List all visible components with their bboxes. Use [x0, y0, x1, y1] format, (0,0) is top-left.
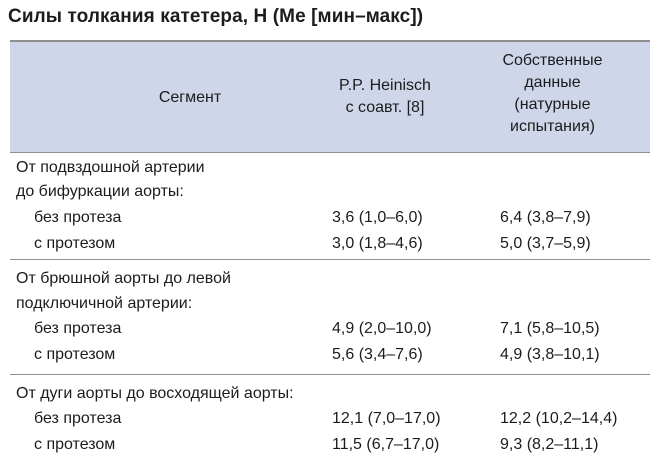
cell-heinisch: 12,1 (7,0–17,0) [332, 410, 441, 427]
header-heinisch-line: с соавт. [8] [345, 99, 425, 116]
header-heinisch [310, 75, 460, 119]
header-own-line: Собственные [502, 52, 603, 69]
table-row [10, 207, 650, 229]
table-row [10, 233, 650, 255]
cell-own: 5,0 (3,7–5,9) [500, 235, 591, 252]
cell-heinisch: 4,9 (2,0–10,0) [332, 320, 432, 337]
table-title: Силы толкания катетера, Н (Ме [мин–макс]) [8, 6, 424, 27]
cell-heinisch: 5,6 (3,4–7,6) [332, 346, 423, 363]
cell-own: 12,2 (10,2–14,4) [500, 410, 618, 427]
table-group [10, 375, 650, 472]
group-label [10, 383, 650, 405]
header-own-line: данные [524, 74, 581, 91]
table-row [10, 434, 650, 456]
group-label-line: От брюшной аорты до левой [16, 270, 231, 287]
header-segment: Сегмент [158, 89, 222, 106]
header-own-line: (натурные [514, 96, 591, 113]
table-group [10, 153, 650, 260]
table-header [10, 42, 650, 153]
group-label-line: подключичной артерии: [16, 295, 193, 312]
header-own-line: испытания) [510, 118, 595, 135]
cell-heinisch: 3,6 (1,0–6,0) [332, 209, 423, 226]
cell-heinisch: 3,0 (1,8–4,6) [332, 235, 423, 252]
group-label-line: От подвздошной артерии [16, 159, 205, 176]
header-heinisch-line: P.P. Heinisch [339, 77, 431, 94]
table-group [10, 260, 650, 375]
group-label [10, 181, 650, 203]
group-label [10, 293, 650, 315]
table-row [10, 318, 650, 340]
cell-own: 7,1 (5,8–10,5) [500, 320, 600, 337]
row-name: без протеза [34, 209, 122, 226]
row-name: без протеза [34, 320, 122, 337]
row-name: с протезом [34, 436, 116, 453]
cell-own: 6,4 (3,8–7,9) [500, 209, 591, 226]
cell-own: 4,9 (3,8–10,1) [500, 346, 600, 363]
group-label-line: От дуги аорты до восходящей аорты: [16, 385, 294, 402]
row-name: без протеза [34, 410, 122, 427]
data-table [10, 40, 650, 472]
group-label-line: до бифуркации аорты: [16, 183, 184, 200]
group-label [10, 157, 650, 179]
header-own-data [470, 50, 635, 138]
row-name: с протезом [34, 346, 116, 363]
cell-heinisch: 11,5 (6,7–17,0) [332, 436, 440, 453]
table-row [10, 408, 650, 430]
table-row [10, 344, 650, 366]
cell-own: 9,3 (8,2–11,1) [500, 436, 599, 453]
row-name: с протезом [34, 235, 116, 252]
group-label [10, 268, 650, 290]
